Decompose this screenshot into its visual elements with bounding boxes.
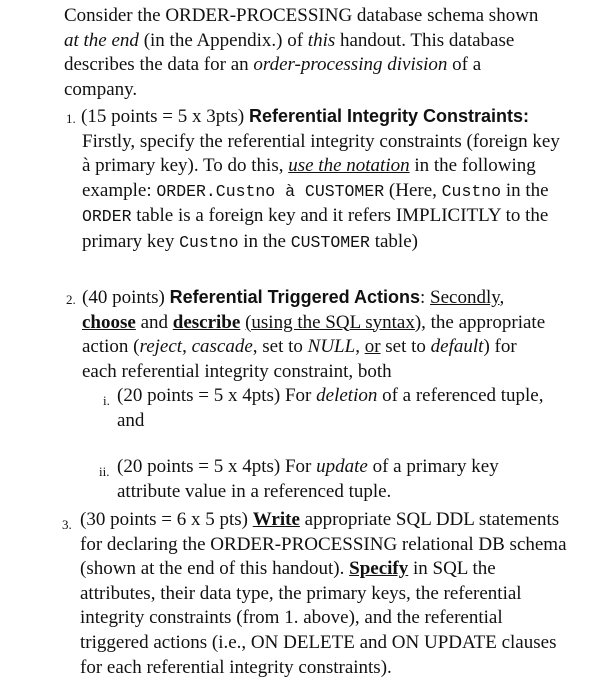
item-2-body: , set to	[252, 336, 308, 358]
item-2-points: (40 points)	[82, 287, 170, 308]
item-2-title: Referential Triggered Actions	[169, 287, 421, 307]
sub-item-ii-text	[117, 455, 537, 504]
item-1-code-custno: Custno	[179, 232, 239, 252]
item-2-body: ,	[355, 336, 365, 358]
item-2-body: ,	[182, 336, 192, 358]
item-2-null: NULL	[307, 336, 356, 358]
item-1-body: table)	[369, 230, 418, 252]
item-1-body: in the following example:	[82, 155, 536, 201]
item-2-body: , the appropriate action (	[82, 311, 546, 358]
intro-text: (in the Appendix.) of	[138, 29, 308, 51]
item-2-text	[82, 285, 552, 384]
item-1-body: Firstly, specify the referential integrity constraints (foreign key à primary key). To do this,	[82, 130, 560, 177]
sub-item-i-body: (20 points = 5 x 4pts) For	[117, 385, 317, 406]
item-1-number: 1.	[66, 111, 76, 126]
intro-at-end: at the end	[64, 29, 139, 51]
item-2-cascade: cascade	[191, 336, 253, 358]
item-3-number-wrap	[62, 512, 80, 538]
sub-item-i-body: of a referenced tuple, and	[117, 385, 544, 431]
item-1-title: Referential Integrity Constraints:	[249, 106, 530, 126]
item-1-code-example: ORDER.Custno à CUSTOMER	[156, 181, 385, 201]
item-1-code-custno: Custno	[441, 181, 502, 201]
sub-item-i-number: i.	[103, 393, 110, 408]
sub-item-i-deletion: deletion	[316, 385, 378, 406]
intro-text: Consider the ORDER-PROCESSING database schema shown	[64, 5, 539, 26]
item-2-body: ,	[499, 287, 505, 308]
item-1-body: table is a foreign key and it refers IMPLICITLY to the primary key	[82, 205, 549, 252]
item-2-or: or	[364, 336, 381, 358]
sub-item-ii-number-wrap	[99, 459, 119, 485]
item-2-default: default	[430, 336, 484, 358]
item-3-number: 3.	[62, 517, 72, 532]
item-3-body: appropriate SQL DDL statements for declaring the ORDER-PROCESSING relational DB schema (shown at the end of this handout).	[80, 509, 567, 580]
item-1-body: in the	[238, 230, 291, 252]
item-1-body: in the	[501, 179, 549, 201]
item-3-text	[80, 508, 568, 680]
sub-item-ii-body: of a primary key attribute value in a referenced tuple.	[117, 456, 499, 502]
item-2-body: set to	[380, 336, 431, 358]
item-3-write: Write	[252, 509, 300, 530]
item-1-body: (Here,	[384, 179, 442, 201]
item-2-body: ) for each referential integrity constraint, both	[82, 336, 517, 382]
item-2-body: and	[135, 311, 173, 333]
intro-text: of a company.	[64, 54, 482, 100]
item-1-text	[82, 104, 560, 256]
item-2-describe: describe	[172, 311, 241, 333]
item-2-choose: choose	[82, 311, 136, 333]
item-2-using-sql: (using the SQL syntax)	[245, 311, 422, 333]
item-1-code-customer: CUSTOMER	[290, 232, 370, 252]
item-2-body: :	[420, 287, 431, 308]
intro-text: handout. This database describes the data for an	[64, 29, 515, 76]
sub-item-ii-number: ii.	[99, 464, 110, 479]
sub-item-i-text	[117, 384, 564, 433]
sub-item-ii-update: update	[316, 456, 368, 477]
item-1-points: (15 points = 5 x 3pts)	[81, 106, 249, 127]
item-1-use-notation: use the notation	[288, 155, 410, 177]
item-3-body: in SQL the attributes, their data type, the primary keys, the referential integrity constraints (from 1. above), and the referential triggered actions (i.e., ON DELETE and ON UPDATE clauses for each referential integrity constraints).	[80, 558, 557, 678]
intro-paragraph	[64, 4, 548, 102]
item-2-secondly: Secondly	[430, 287, 500, 308]
item-2-number: 2.	[66, 292, 76, 307]
item-2-reject: reject	[139, 336, 183, 358]
item-3-points: (30 points = 6 x 5 pts)	[80, 509, 253, 530]
sub-item-ii-body: (20 points = 5 x 4pts) For	[117, 456, 317, 477]
item-1-code-order: ORDER	[82, 207, 132, 227]
item-3-specify: Specify	[349, 558, 409, 580]
intro-division: order-processing division	[253, 54, 448, 76]
intro-this: this	[307, 29, 336, 51]
